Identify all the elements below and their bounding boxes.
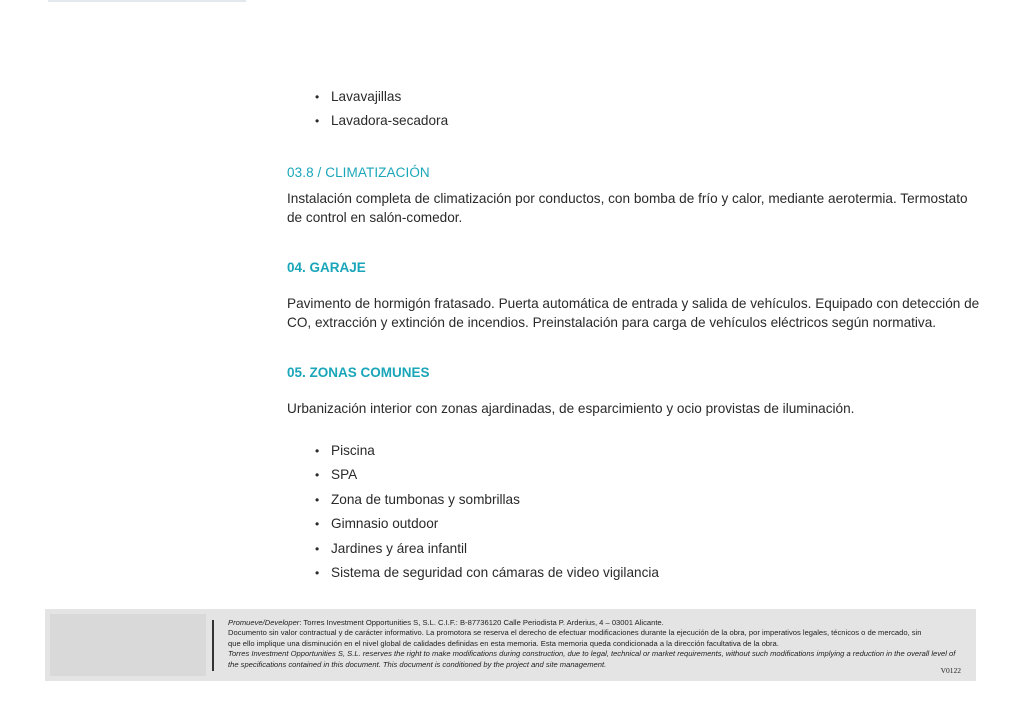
page-footer <box>45 609 976 681</box>
footer-divider <box>212 620 214 671</box>
paragraph-line: de control en salón-comedor. <box>287 209 463 225</box>
disclaimer-en-text: Torres Investment Opportunities S, S.L. reserves the right to make modifications during construction, due to legal, technical or market requirements, without such modifications implying a reduction in the overall level of <box>228 649 956 659</box>
developer-line <box>228 618 968 628</box>
section-heading-zonas-comunes: 05. ZONAS COMUNES <box>287 365 430 380</box>
zonas-intro: Urbanización interior con zonas ajardinadas, de esparcimiento y ocio provistas de iluminación. <box>287 401 855 416</box>
list-item: • Jardines y área infantil <box>315 540 659 564</box>
section-heading-climatizacion: 03.8 / CLIMATIZACIÓN <box>287 165 430 180</box>
top-divider <box>48 0 246 2</box>
paragraph-line: CO, extracción y extinción de incendios. Preinstalación para carga de vehículos eléctricos según normativa. <box>287 314 937 330</box>
developer-label: Promueve/Developer <box>228 618 300 627</box>
zonas-comunes-list <box>315 442 659 588</box>
list-item: • Zona de tumbonas y sombrillas <box>315 491 659 515</box>
disclaimer-es-line: Documento sin valor contractual y de carácter informativo. La promotora se reserva el derecho de efectuar modificaciones durante la ejecución de la obra, por imperativos legales, técnicos o de mercado, sin <box>228 628 922 638</box>
disclaimer-en-line <box>228 649 968 659</box>
paragraph-line: Pavimento de hormigón fratasado. Puerta automática de entrada y salida de vehículos. Equipado con detección de <box>287 296 980 311</box>
list-item: • Lavavajillas <box>315 88 448 112</box>
disclaimer-en-line <box>228 660 968 670</box>
paragraph-line: Instalación completa de climatización por conductos, con bomba de frío y calor, mediante aerotermia. Termostato <box>287 191 968 206</box>
list-item: • SPA <box>315 466 659 490</box>
climatizacion-paragraph <box>287 190 982 227</box>
disclaimer-en-text: the specifications contained in this document. This document is conditioned by the project and site management. <box>228 659 607 669</box>
section-heading-garaje: 04. GARAJE <box>287 260 366 275</box>
developer-details: : Torres Investment Opportunities S, S.L. C.I.F.: B-87736120 Calle Periodista P. Arderius, 4 – 03001 Alicante. <box>299 618 664 627</box>
list-item: • Lavadora-secadora <box>315 112 448 136</box>
list-item: • Piscina <box>315 442 659 466</box>
list-item: • Gimnasio outdoor <box>315 515 659 539</box>
version-code: V0122 <box>940 666 961 675</box>
appliances-list <box>315 88 448 137</box>
disclaimer-es-line: que ello implique una disminución en el nivel global de calidades definidas en esta memoria. Esta memoria queda condicionada a la dirección facultativa de la obra. <box>228 638 779 648</box>
garaje-paragraph <box>287 295 982 332</box>
footer-legal-text <box>228 618 968 670</box>
footer-logo-placeholder <box>50 614 206 676</box>
list-item: • Sistema de seguridad con cámaras de video vigilancia <box>315 564 659 588</box>
